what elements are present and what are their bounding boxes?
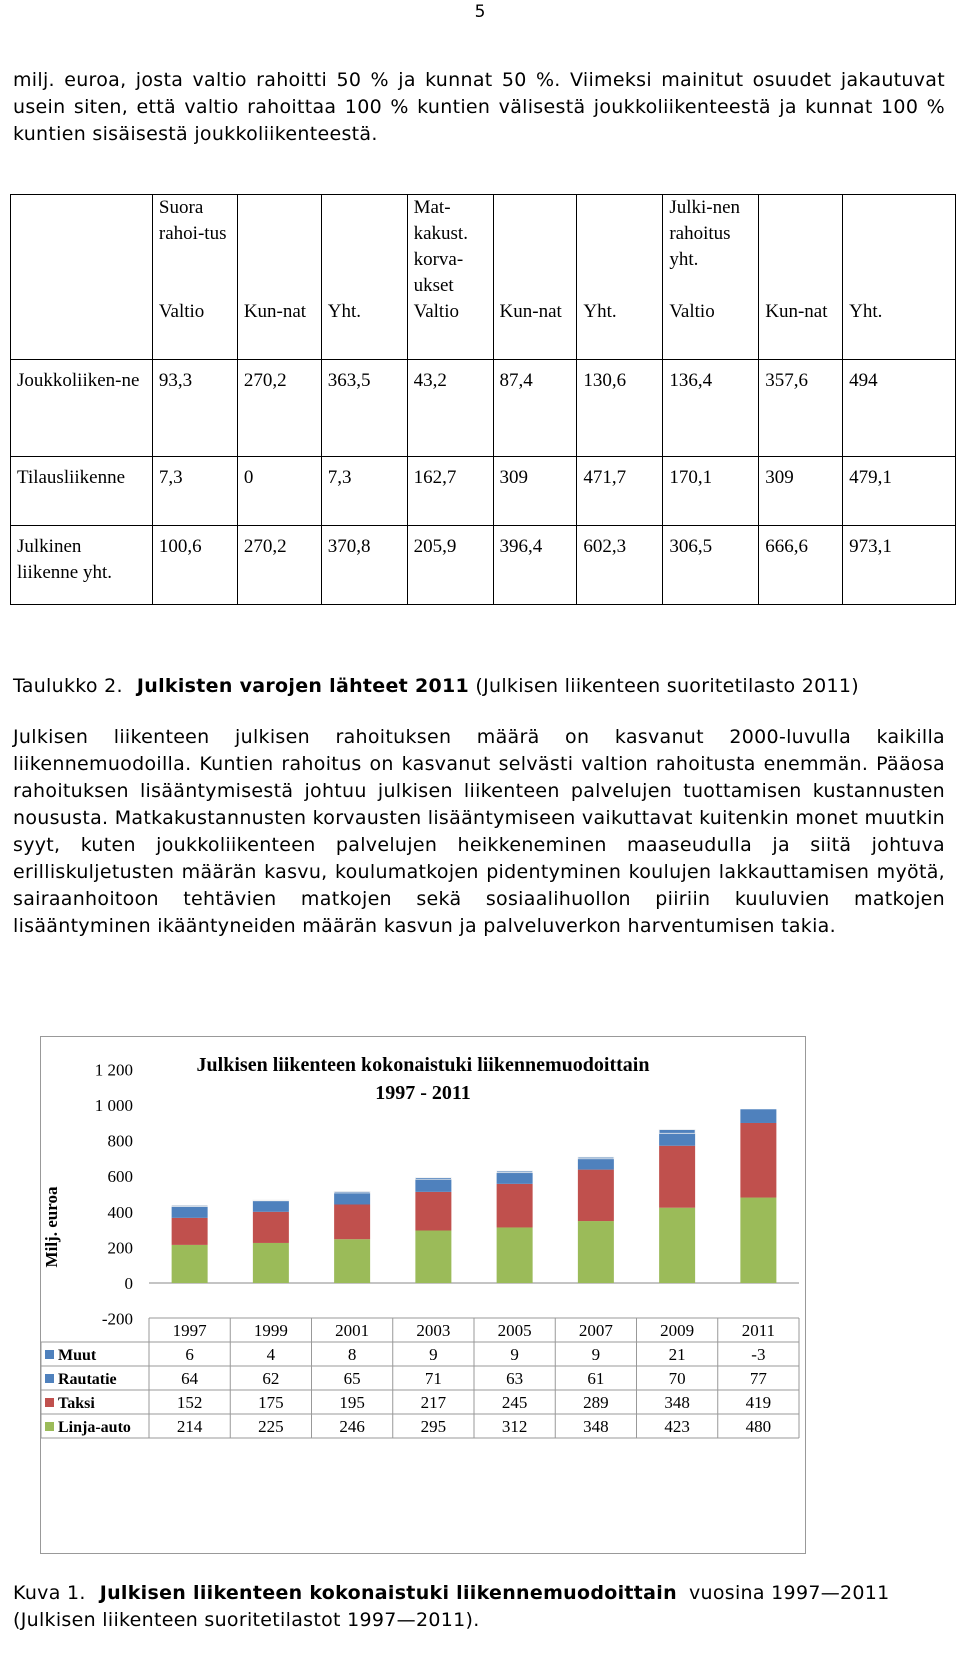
sub-header: Valtio [152, 299, 237, 360]
table-caption-title: Julkisten varojen lähteet 2011 [136, 675, 470, 697]
data-label: 348 [664, 1393, 690, 1412]
table-cell: 170,1 [663, 457, 759, 526]
chart-subtitle: 1997 - 2011 [375, 1082, 471, 1104]
funding-table [10, 194, 956, 605]
x-tick-label: 2007 [578, 1321, 613, 1340]
data-label: 289 [583, 1393, 609, 1412]
table-cell: 309 [759, 457, 843, 526]
y-tick-label: 400 [107, 1202, 133, 1222]
data-label: 21 [668, 1345, 686, 1364]
bar-segment-muut [578, 1157, 614, 1159]
table-cell: 205,9 [407, 526, 493, 605]
body-paragraph: Julkisen liikenteen julkisen rahoituksen määrä on kasvanut 2000-luvulla kaikilla liikennemuodoilla. Kuntien rahoitus on kasvanut selvästi valtion rahoitusta enemmän. Pääosa rahoituksen lisääntymisestä johtuu julkisen liikenteen palvelujen tuottamisen kustannusten noususta. Matkakustannusten korvausten lisääntymiseen vaikuttavat kuitenkin monet muutkin syyt, kuten joukkoliikenteen palvelujen heikkeneminen maaseudulla ja siitä johtuva erilliskuljetusten määrän kasvu, koulumatkojen pidentyminen koulujen lakkauttamisen myötä, sairaanhoitoon tehtävien matkojen sekä sosiaalihuollon piiriin kuuluvien matkojen lisääntyminen ikääntyneiden määrän kasvun ja palveluverkon harventumisen takia. [13, 726, 945, 937]
bar-segment-muut [172, 1205, 208, 1206]
row-label: Joukkoliiken-ne [11, 360, 153, 457]
bar-segment-muut [415, 1178, 451, 1180]
legend-label: Muut [58, 1347, 97, 1364]
bar-segment-taksi [415, 1192, 451, 1231]
y-tick-label: -200 [101, 1309, 133, 1329]
table-cell: 93,3 [152, 360, 237, 457]
table-row [11, 526, 956, 605]
data-label: 9 [510, 1345, 519, 1364]
figure-caption-title: Julkisen liikenteen kokonaistuki liikennemuodoittain [99, 1582, 677, 1604]
bar-segment-muut [253, 1200, 289, 1201]
data-label: 419 [745, 1393, 772, 1412]
data-label: 214 [176, 1417, 203, 1436]
table-cell: 0 [237, 457, 321, 526]
table-cell: 7,3 [321, 457, 407, 526]
y-axis-label: Milj. euroa [42, 1186, 61, 1268]
table-cell: 130,6 [577, 360, 663, 457]
y-tick-label: 800 [107, 1131, 133, 1151]
data-label: 9 [591, 1345, 601, 1364]
data-label: 195 [339, 1393, 365, 1412]
data-label: 71 [424, 1369, 442, 1388]
data-label: 62 [262, 1369, 280, 1388]
table-cell: 479,1 [843, 457, 956, 526]
group-header-julkinen: Julki-nen rahoitus yht. [663, 195, 759, 300]
data-label: 9 [429, 1345, 438, 1364]
data-label: 423 [664, 1417, 690, 1436]
x-tick-label: 1999 [253, 1321, 288, 1340]
bar-segment-rautatie [253, 1201, 289, 1212]
x-tick-label: 2005 [497, 1321, 532, 1340]
data-label: 63 [506, 1369, 524, 1388]
page-number: 5 [474, 2, 486, 22]
data-label: 4 [266, 1345, 276, 1364]
table-cell: 471,7 [577, 457, 663, 526]
table-caption-label: Taulukko 2. [13, 675, 123, 697]
data-label: 61 [587, 1369, 605, 1388]
data-label: 70 [668, 1369, 686, 1388]
figure-caption-rest: vuosina 1997—2011 [688, 1582, 890, 1604]
x-tick-label: 2003 [416, 1321, 451, 1340]
data-label: 312 [501, 1417, 528, 1436]
sub-header: Valtio [407, 299, 493, 360]
sub-header: Valtio [663, 299, 759, 360]
figure-caption-label: Kuva 1. [13, 1582, 86, 1604]
bar-segment-taksi [253, 1212, 289, 1243]
table-cell: 162,7 [407, 457, 493, 526]
table-cell: 87,4 [493, 360, 577, 457]
x-tick-label: 2001 [335, 1321, 370, 1340]
bar-segment-taksi [659, 1146, 695, 1208]
bar-segment-taksi [497, 1184, 533, 1228]
bar-segment-muut [334, 1192, 370, 1193]
bar-segment-taksi [334, 1205, 370, 1240]
table-cell: 306,5 [663, 526, 759, 605]
table-cell: 100,6 [152, 526, 237, 605]
data-label: 64 [181, 1369, 199, 1388]
data-label: 65 [343, 1369, 361, 1388]
table-cell: 136,4 [663, 360, 759, 457]
legend-key-linja-auto [45, 1422, 54, 1431]
table-cell: 370,8 [321, 526, 407, 605]
y-tick-label: 600 [107, 1167, 133, 1187]
table-caption [13, 673, 945, 700]
data-label: 152 [176, 1393, 203, 1412]
sub-header: Yht. [577, 299, 663, 360]
table-cell: 494 [843, 360, 956, 457]
table-cell: 396,4 [493, 526, 577, 605]
bar-segment-linja-auto [659, 1208, 695, 1283]
bar-segment-linja-auto [578, 1221, 614, 1283]
data-label: 217 [420, 1393, 447, 1412]
bar-segment-rautatie [172, 1206, 208, 1217]
chart-title: Julkisen liikenteen kokonaistuki liikennemuodoittain [196, 1054, 650, 1076]
data-label: 6 [185, 1345, 194, 1364]
bar-segment-rautatie [415, 1179, 451, 1192]
sub-header: Kun-nat [493, 299, 577, 360]
bar-segment-linja-auto [334, 1239, 370, 1283]
table-cell: 270,2 [237, 360, 321, 457]
legend-key-taksi [45, 1398, 54, 1407]
table-row [11, 360, 956, 457]
sub-header: Kun-nat [237, 299, 321, 360]
row-label: Tilausliikenne [11, 457, 153, 526]
legend-label: Taksi [58, 1395, 95, 1412]
data-label: 480 [745, 1417, 772, 1436]
stacked-bar-chart [41, 1037, 805, 1553]
table-cell: 7,3 [152, 457, 237, 526]
group-header-matkakust: Mat-kakust. korva-ukset [407, 195, 493, 300]
table-cell: 357,6 [759, 360, 843, 457]
bar-segment-rautatie [740, 1109, 776, 1123]
legend-label: Linja-auto [58, 1419, 131, 1436]
y-tick-label: 1 200 [94, 1060, 133, 1080]
chart-container [40, 1036, 806, 1554]
data-label: 8 [347, 1345, 357, 1364]
bar-segment-linja-auto [740, 1198, 776, 1283]
bar-segment-muut [659, 1130, 695, 1134]
legend-label: Rautatie [58, 1371, 117, 1388]
y-tick-label: 200 [107, 1238, 133, 1258]
data-label: 245 [501, 1393, 528, 1412]
table-cell: 666,6 [759, 526, 843, 605]
intro-paragraph: milj. euroa, josta valtio rahoitti 50 % ja kunnat 50 %. Viimeksi mainitut osuudet jakautuvat usein siten, että valtio rahoittaa 100 % kuntien välisestä joukkoliikenteestä ja kunnat 100 % kuntien sisäisestä joukkoliikenteestä. [13, 69, 945, 145]
x-tick-label: 2009 [660, 1321, 695, 1340]
table-sub-header-row [11, 299, 956, 360]
table-cell: 602,3 [577, 526, 663, 605]
table-cell: 363,5 [321, 360, 407, 457]
data-label: 348 [583, 1417, 609, 1436]
bar-segment-taksi [172, 1218, 208, 1245]
bar-segment-rautatie [659, 1133, 695, 1145]
data-label: 225 [258, 1417, 284, 1436]
bar-segment-rautatie [578, 1159, 614, 1170]
bar-segment-linja-auto [172, 1245, 208, 1283]
bar-segment-taksi [740, 1123, 776, 1198]
y-tick-label: 1 000 [94, 1096, 133, 1115]
sub-header: Yht. [843, 299, 956, 360]
row-label: Julkinen liikenne yht. [11, 526, 153, 605]
legend-key-muut [45, 1350, 54, 1359]
group-header-suora: Suora rahoi-tus [152, 195, 237, 300]
data-label: 295 [420, 1417, 447, 1436]
x-tick-label: 1997 [172, 1321, 207, 1340]
data-label: 175 [258, 1393, 284, 1412]
table-row [11, 457, 956, 526]
table-caption-source: (Julkisen liikenteen suoritetilasto 2011) [475, 675, 859, 697]
bar-segment-linja-auto [415, 1230, 451, 1283]
figure-caption-source: (Julkisen liikenteen suoritetilastot 1997—2011). [13, 1609, 480, 1631]
table-cell: 270,2 [237, 526, 321, 605]
bar-segment-rautatie [334, 1193, 370, 1205]
bar-segment-taksi [578, 1170, 614, 1221]
data-label: -3 [751, 1345, 766, 1364]
bar-segment-muut [497, 1171, 533, 1173]
sub-header: Kun-nat [759, 299, 843, 360]
y-tick-label: 0 [124, 1274, 133, 1293]
data-label: 77 [749, 1369, 767, 1388]
table-cell: 973,1 [843, 526, 956, 605]
figure-caption [13, 1580, 945, 1634]
table-cell: 43,2 [407, 360, 493, 457]
bar-segment-linja-auto [253, 1243, 289, 1283]
legend-key-rautatie [45, 1374, 54, 1383]
sub-header: Yht. [321, 299, 407, 360]
x-tick-label: 2011 [741, 1321, 776, 1340]
bar-segment-linja-auto [497, 1227, 533, 1283]
table-cell: 309 [493, 457, 577, 526]
table-group-header-row [11, 195, 956, 300]
data-label: 246 [339, 1417, 365, 1436]
bar-segment-rautatie [497, 1173, 533, 1184]
